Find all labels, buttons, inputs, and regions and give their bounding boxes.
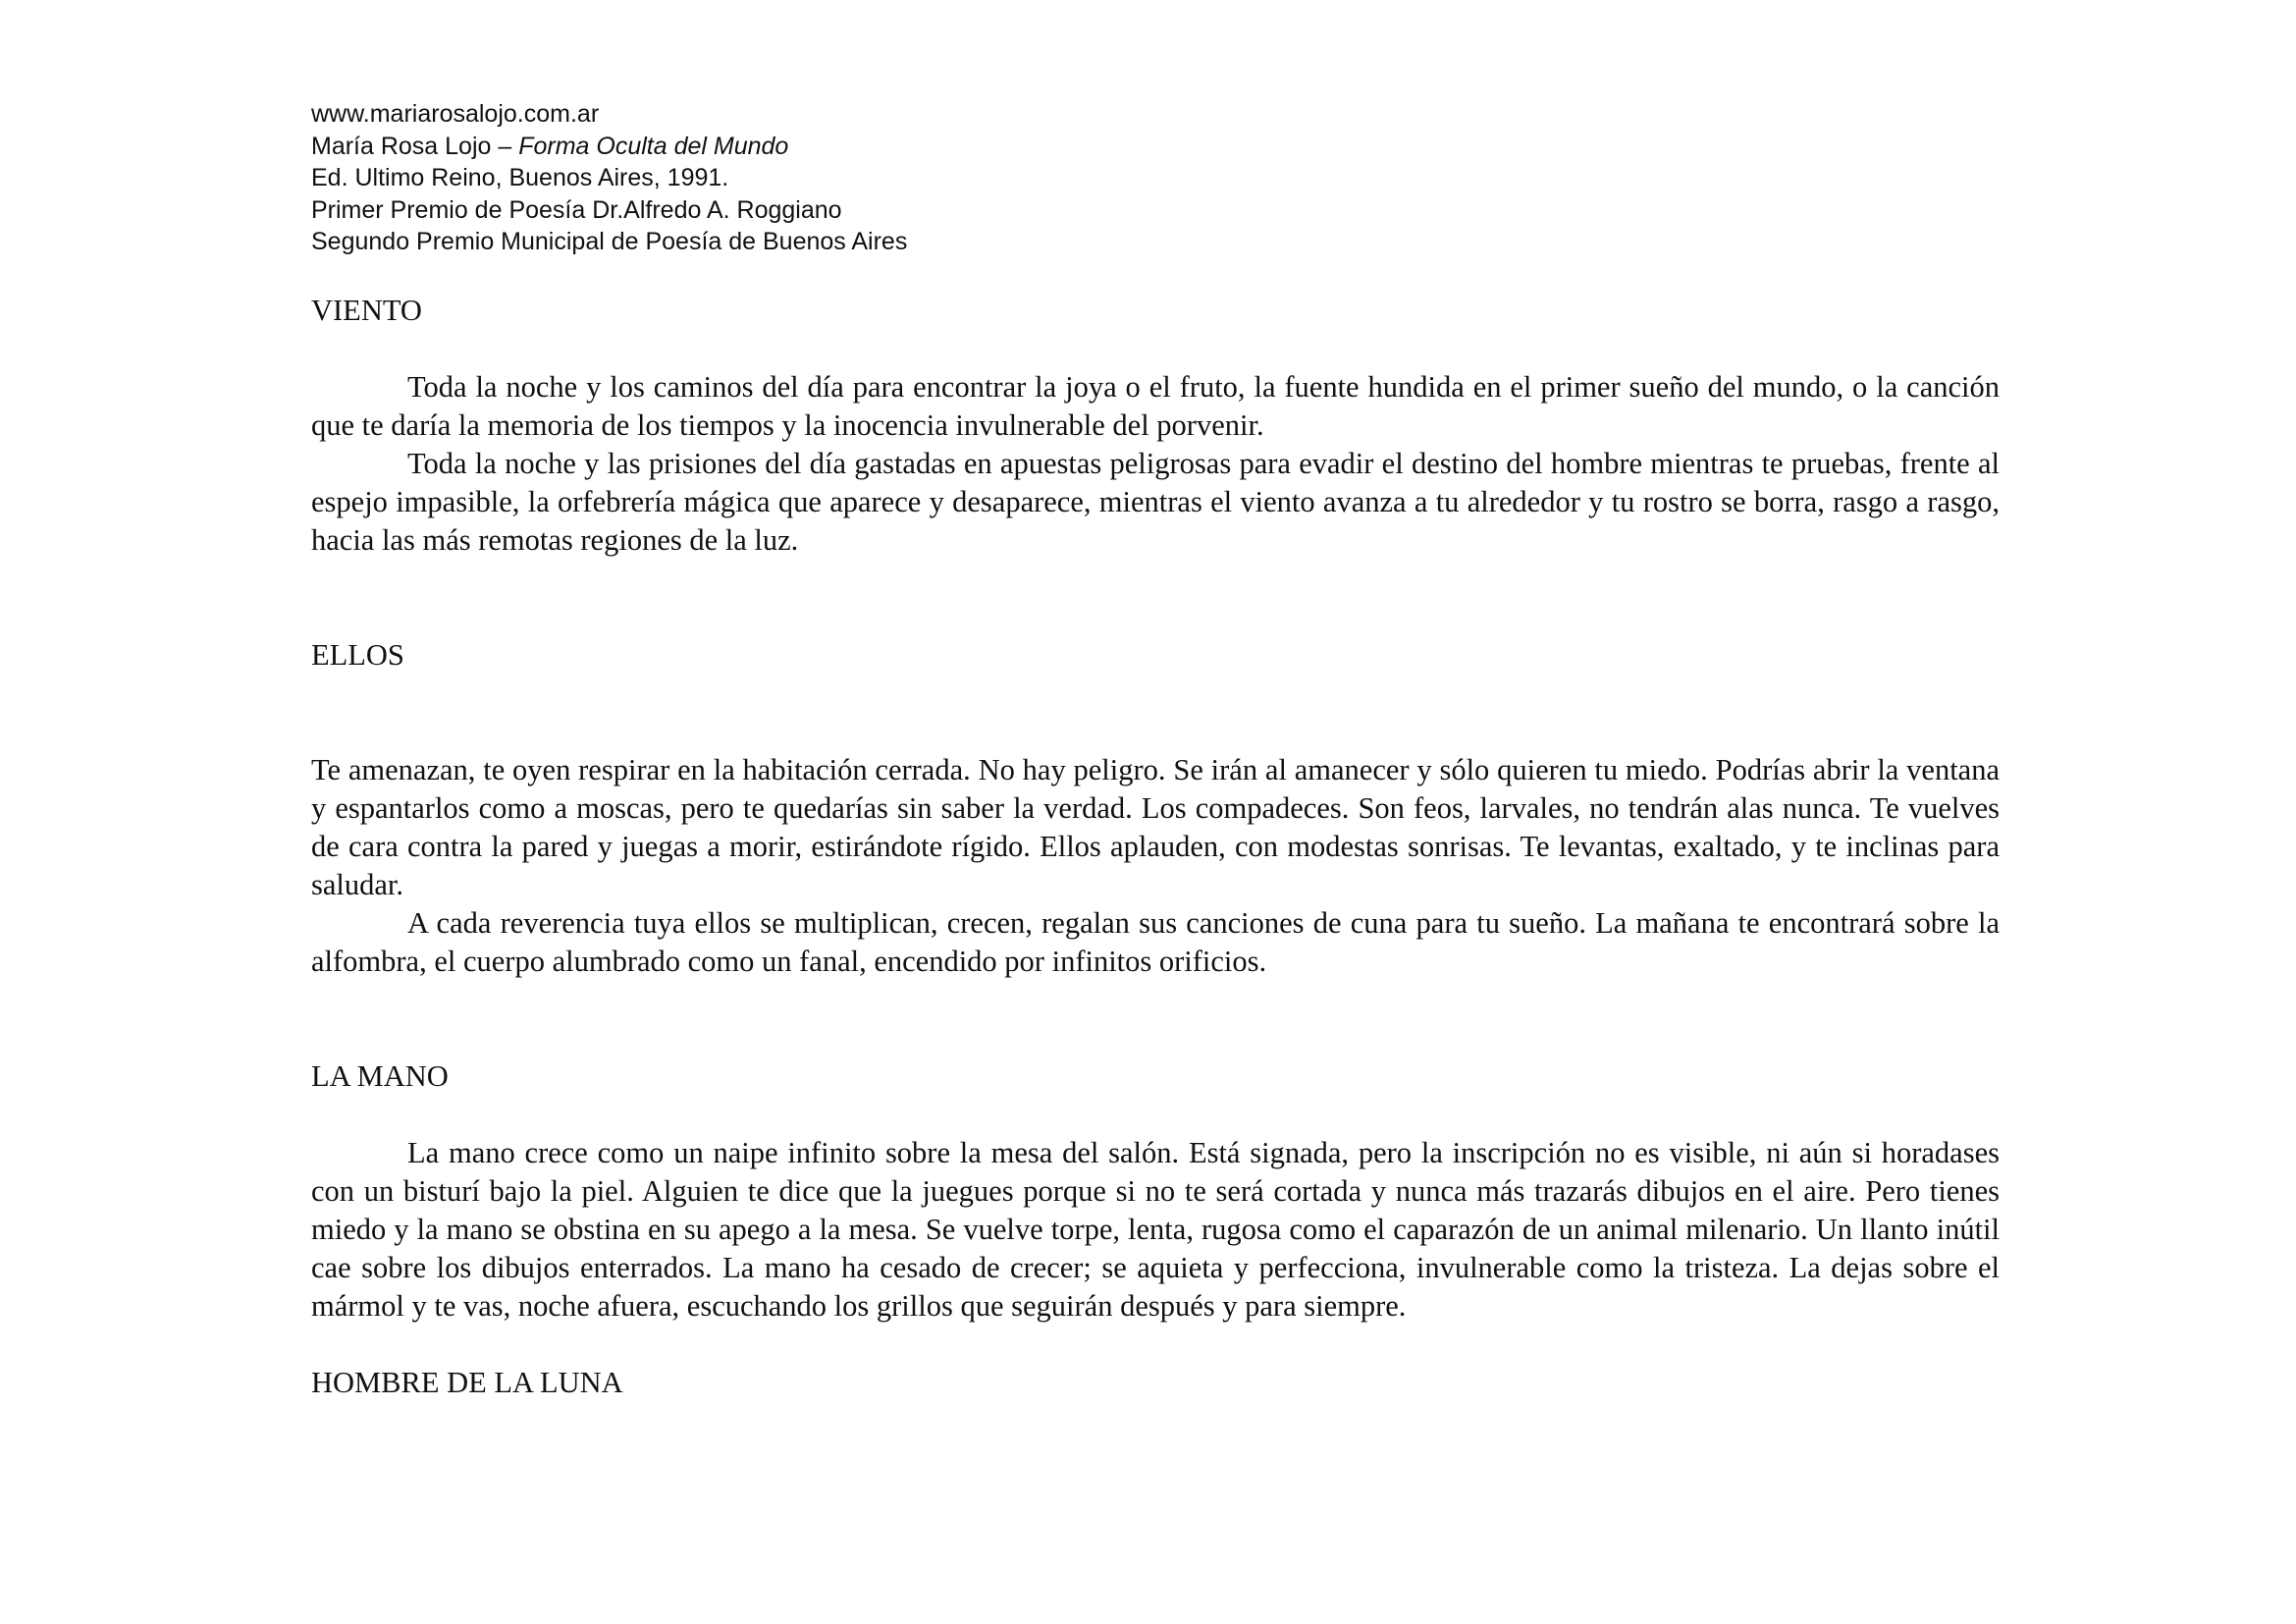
poem-ellos-paragraph-2: A cada reverencia tuya ellos se multiplican, crecen, regalan sus canciones de cuna para tu sueño. La mañana te encontrará sobre la alfombra, el cuerpo alumbrado como un fanal, encendido por infinitos orificios. [311,906,2000,978]
poem-title-viento: VIENTO [311,294,422,327]
poem-la-mano-paragraph-1: La mano crece como un naipe infinito sobre la mesa del salón. Está signada, pero la inscripción no es visible, ni aún si horadases con un bisturí bajo la piel. Alguien te dice que la juegues porque si no te será cortada y nunca más trazarás dibujos en el aire. Pero tienes miedo y la mano se obstina en su apego a la mesa. Se vuelve torpe, lenta, rugosa como el caparazón de un animal milenario. Un llanto inútil cae sobre los dibujos enterrados. La mano ha cesado de crecer; se aquieta y perfecciona, invulnerable como la tristeza. La dejas sobre el mármol y te vas, noche afuera, escuchando los grillos que seguirán después y para siempre. [311,1136,2000,1323]
website-url: www.mariarosalojo.com.ar [311,100,600,128]
book-title: Forma Oculta del Mundo [518,132,789,160]
poem-title-la-mano: LA MANO [311,1059,449,1093]
poem-ellos-paragraph-1: Te amenazan, te oyen respirar en la habitación cerrada. No hay peligro. Se irán al amanecer y sólo quieren tu miedo. Podrías abrir la ventana y espantarlos como a moscas, pero te quedarías sin saber la verdad. Los compadeces. Son feos, larvales, no tendrán alas nunca. Te vuelves de cara contra la pared y juegas a morir, estirándote rígido. Ellos aplauden, con modestas sonrisas. Te levantas, exaltado, y te inclinas para saludar. [311,753,2000,901]
document-body [311,292,2000,1402]
author-name: María Rosa Lojo – [311,132,519,160]
author-title-line [311,131,1685,163]
publisher-line: Ed. Ultimo Reino, Buenos Aires, 1991. [311,164,729,191]
poem-title-ellos: ELLOS [311,638,404,672]
document-header [311,98,1685,258]
award-first: Primer Premio de Poesía Dr.Alfredo A. Roggiano [311,195,842,224]
award-second: Segundo Premio Municipal de Poesía de Buenos Aires [311,228,908,255]
poem-viento-paragraph-1: Toda la noche y los caminos del día para encontrar la joya o el fruto, la fuente hundida en el primer sueño del mundo, o la canción que te daría la memoria de los tiempos y la inocencia invulnerable del porvenir. [311,370,2000,442]
poem-viento-paragraph-2: Toda la noche y las prisiones del día gastadas en apuestas peligrosas para evadir el destino del hombre mientras te pruebas, frente al espejo impasible, la orfebrería mágica que aparece y desaparece, mientras el viento avanza a tu alrededor y tu rostro se borra, rasgo a rasgo, hacia las más remotas regiones de la luz. [311,447,2000,557]
poem-title-hombre-de-la-luna: HOMBRE DE LA LUNA [311,1366,623,1399]
